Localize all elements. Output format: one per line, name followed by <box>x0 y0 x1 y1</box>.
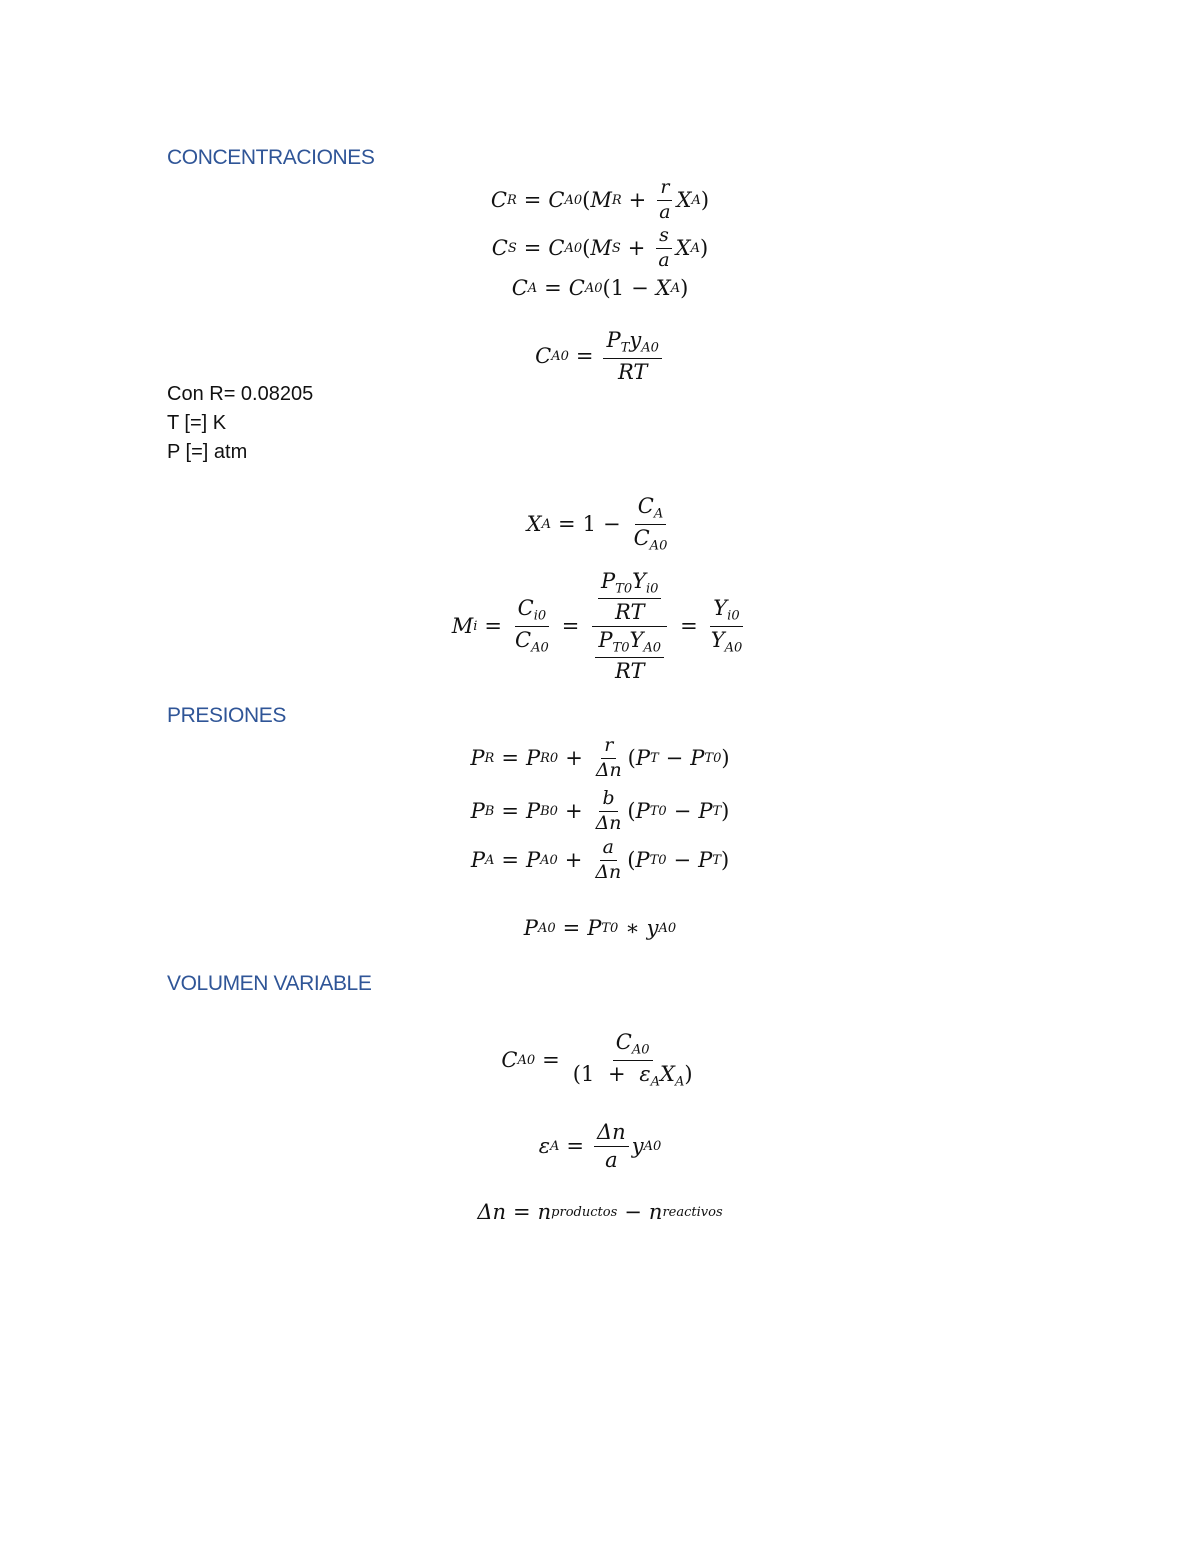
equation-pa: P A = P A0 + $\frac{a}{\Delta n}$ ( P T0 − P T ) <box>470 835 730 883</box>
note-temperature-unit: T [=] K <box>167 412 227 434</box>
equation-pr: P R = P R0 + $\frac{r}{\Delta n}$ ( P T − P T0 ) <box>470 733 730 781</box>
section-heading-volumen-variable: VOLUMEN VARIABLE <box>167 972 372 995</box>
note-gas-constant: Con R= 0.08205 <box>167 383 314 405</box>
equation-pb: P B = P B0 + $\frac{b}{\Delta n}$ ( P T0 − P T ) <box>470 786 730 834</box>
section-heading-presiones: PRESIONES <box>167 704 286 727</box>
equation-ca0-ideal-gas: C A0 = $\frac{P_Ty_{A0}}{RT}$ <box>0 326 1200 386</box>
equation-mi: M i = $\frac{C_{i0}}{C_{A0}}$ = $\frac{\frac{P_{T0}Y_{i0}}{RT}}{\frac{P_{T0}Y_{A0}}{RT}}$ = $\frac{Y_{i0}}{Y_{A0}}$ <box>451 568 743 683</box>
equation-ca0-variable-volume: C A0 = $\frac{C_{A0}}{(1 + \varepsilon_AX_A)}$ <box>501 1030 693 1090</box>
equation-cs: C S = C A0 ( M S + $\frac{s}{a}$ X A ) <box>491 223 709 271</box>
equation-xa: X A = 1 − $\frac{C_A}{C_{A0}}$ <box>526 494 668 554</box>
equation-ca: C A = C A0 ( 1 − X A ) <box>511 276 689 300</box>
equation-cr: C R = C A0 ( M R + $\frac{r}{a}$ X A ) <box>490 175 710 223</box>
equation-epsilon-a: ε A = $\frac{\Delta n}{a}$ y A0 <box>538 1120 662 1172</box>
note-pressure-unit: P [=] atm <box>167 441 248 463</box>
equation-delta-n: Δn = n productos − n reactivos <box>477 1200 723 1224</box>
equation-pa0: P A0 = P T0 ∗ y A0 <box>523 916 677 940</box>
section-heading-concentraciones: CONCENTRACIONES <box>167 146 375 169</box>
